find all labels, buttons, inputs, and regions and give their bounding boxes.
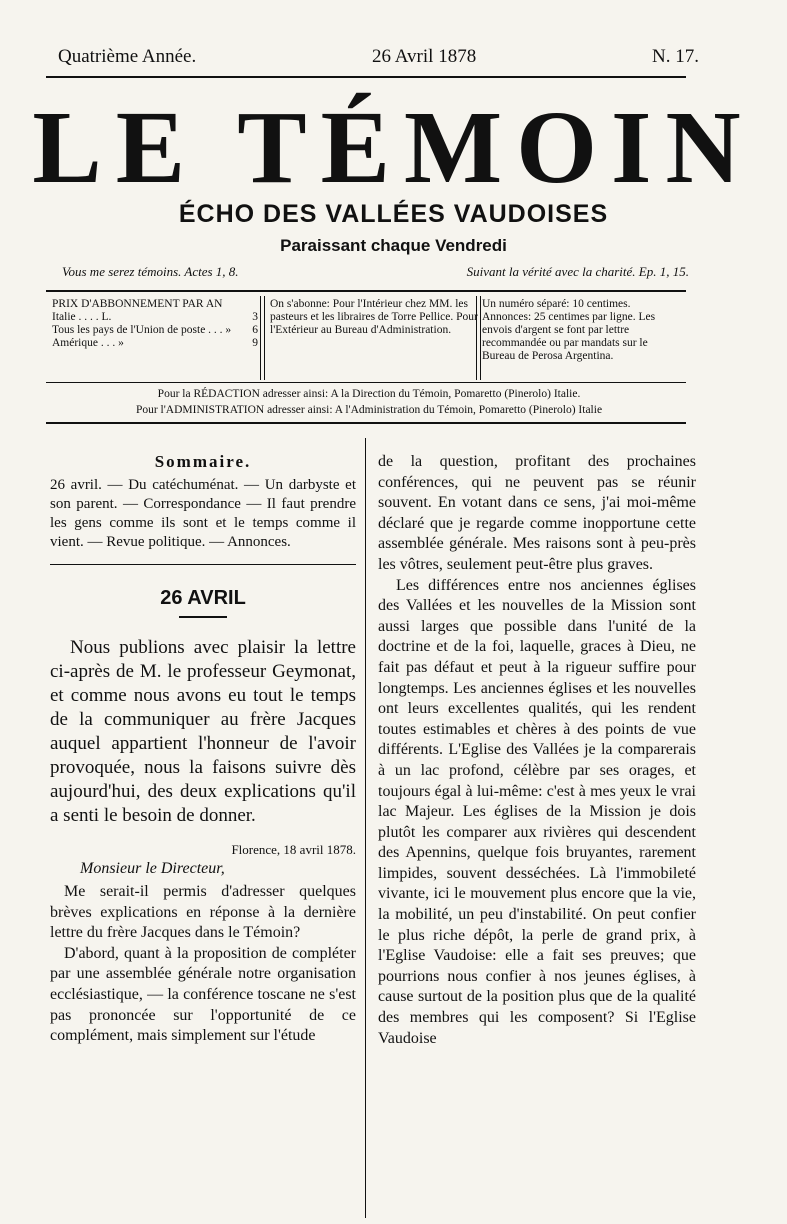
motto-line: [62, 264, 689, 280]
masthead-title: LE TÉMOIN: [32, 90, 755, 205]
article-title: 26 AVRIL: [160, 587, 246, 609]
price-label: Amérique . . . »: [52, 337, 124, 349]
title-dash: [179, 616, 227, 618]
price-value: 9: [252, 337, 258, 349]
issue-year: Quatrième Année.: [58, 46, 197, 67]
issue-line: [58, 46, 699, 72]
motto-left: Vous me serez témoins. Actes 1, 8.: [62, 264, 239, 279]
price-row: [52, 311, 258, 324]
left-column: [50, 452, 356, 1047]
price-heading: PRIX D'ABBONNEMENT PAR AN: [52, 298, 223, 310]
price-row: [52, 324, 258, 337]
issue-date: 26 Avril 1878: [372, 46, 477, 67]
right-column: [378, 452, 696, 1049]
letter-salutation: Monsieur le Directeur,: [80, 860, 225, 877]
price-column: [52, 298, 258, 350]
column-divider: [476, 296, 481, 380]
section-rule: [50, 564, 356, 565]
subscription-box: [46, 290, 686, 424]
redaction-address: Pour la RÉDACTION adresser ainsi: A la Direction du Témoin, Pomaretto (Pinerolo) Italie.: [157, 388, 581, 400]
issue-number: N. 17.: [652, 46, 699, 67]
price-value: 6: [252, 324, 258, 336]
letter-dateline: Florence, 18 avril 1878.: [231, 842, 356, 857]
summary-text: 26 avril. — Du catéchuménat. — Un darbyste et son parent. — Correspondance — Il faut prendre les gens comme ils sont et le temps comme il vient. — Revue politique. — Annonces.: [50, 477, 356, 550]
price-label: Tous les pays de l'Union de poste . . . »: [52, 324, 232, 336]
letter-paragraph: de la question, profitant des prochaines conférences, qui ne peuvent pas se réunir souvent. En votant dans ce sens, j'ai moi-même déclaré que je regarde comme inopportune cette assemblée générale. Mes raisons sont à peu-près les vôtres, seulement peut-être plus graves.: [378, 453, 696, 573]
publication-frequency: Paraissant chaque Vendredi: [280, 236, 507, 255]
price-label: Italie . . . . L.: [52, 311, 112, 323]
letter-paragraph: Les différences entre nos anciennes églises des Vallées et les nouvelles de la Mission sont aussi larges que possible dans l'unité de la doctrine et de la foi, laquelle, graces à Dieu, ne fait pas défaut et peut à la rigueur suffire pour longtemps. Les anciennes églises et les nouvelles ont leurs excellentes qualités, qui les rendent toutes estimables et chères à des points de vue différents. L'Eglise des Vallées je la comparerais à un lac profond, célèbre par ses orages, et toujours égal à lui-même: c'est à mes yeux le vrai lac Majeur. Les églises de la Mission je dois plutôt les comparer aux rivières qui descendent des Apennins, quelque fois bruyantes, rarement limpides, souvent desséchées. Là l'immobileté vivante, ici le mouvement plus encore que la vie, la mobilité, un peu d'instabilité. On peut confier le plus riche dépôt, la perle de grand prix, à l'Eglise Vaudoise: elle a fait ses preuves; que pourrions nous confier à nos jeunes églises, à cause surtout de la position plus que de la qualité des membres qui les composent? Si l'Eglise Vaudoise: [378, 576, 696, 1047]
subscribe-column: On s'abonne: Pour l'Intérieur chez MM. les pasteurs et les libraires de Torre Pellice. Pour l'Extérieur au Bureau d'Administration.: [270, 298, 478, 336]
box-inner-rule: [46, 382, 686, 383]
motto-right: Suivant la vérité avec la charité. Ep. 1, 15.: [466, 264, 689, 279]
summary-title: Sommaire.: [154, 452, 252, 471]
article-lead: Nous publions avec plaisir la lettre ci-après de M. le professeur Geymonat, et comme nous avons eu tout le temps de la communiquer au frère Jacques auquel appartient l'honneur de l'avoir provoquée, nous la faisons suivre dès aujourd'hui, des deux explications qu'il a senti le besoin de donner.: [50, 637, 356, 826]
price-value: 3: [252, 311, 258, 323]
single-issue-column: Un numéro séparé: 10 centimes. Annonces: 25 centimes par ligne. Les envois d'argent se font par lettre recommandée ou par mandats sur le Bureau de Perosa Argentina.: [482, 298, 656, 362]
administration-address: Pour l'ADMINISTRATION adresser ainsi: A l'Administration du Témoin, Pomaretto (Pinerolo) Italie: [135, 404, 603, 416]
column-divider: [260, 296, 265, 380]
column-rule: [365, 438, 366, 1218]
top-rule: [46, 76, 686, 78]
masthead-subtitle: ÉCHO DES VALLÉES VAUDOISES: [178, 200, 609, 228]
price-row: [52, 337, 258, 350]
letter-paragraph: Me serait-il permis d'adresser quelques brèves explications en réponse à la dernière lettre du frère Jacques dans le Témoin?: [50, 883, 356, 942]
letter-paragraph: D'abord, quant à la proposition de compléter par une assemblée générale notre organisation ecclésiastique, — la conférence toscane ne s'est pas prononcée sur l'opportunité de ce complément, mais simplement sur l'étude: [50, 944, 356, 1045]
